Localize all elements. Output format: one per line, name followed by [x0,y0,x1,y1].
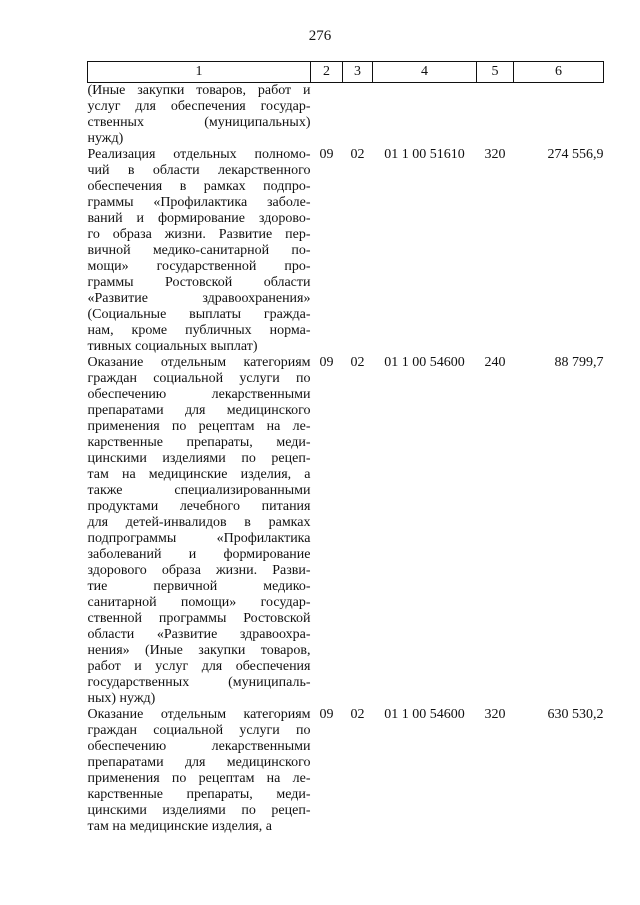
description-line: (Социальные выплаты гражда- [87,307,311,322]
description-line: обеспечению лекарственными [87,739,311,754]
description-line: цинскими изделиями по рецеп- [87,451,311,466]
header-col-4: 4 [373,62,477,83]
description-line: граммы «Профилактика заболе- [87,195,311,210]
description-line: карственные препараты, меди- [87,787,311,802]
row-description [88,83,311,148]
row-subsection-code: 02 [350,707,365,722]
header-col-5: 5 [477,62,514,83]
description-line: тие первичной медико- [87,579,311,594]
description-line: (Иные закупки товаров, работ и [87,83,311,98]
header-col-2: 2 [311,62,343,83]
description-line: для детей-инвалидов в рамках [87,515,311,530]
table-row [88,147,604,355]
table-row [88,355,604,707]
description-line: продуктами лечебного питания [87,499,311,514]
row-target-article-code: 01 1 00 54600 [384,707,465,722]
row-amount [514,83,604,148]
description-line: применения по рецептам на ле- [87,771,311,786]
description-line: подпрограммы «Профилактика [87,531,311,546]
table-header [88,62,604,83]
row-amount: 88 799,7 [554,355,604,370]
description-line: препаратами для медицинского [87,755,311,770]
description-line: граммы Ростовской области [87,275,311,290]
description-line: государственных (муниципаль- [87,675,311,690]
row-description [88,707,311,835]
header-col-6: 6 [514,62,604,83]
row-description [88,355,311,707]
description-line: нения» (Иные закупки товаров, [87,643,311,658]
description-line: нужд) [87,131,124,146]
description-line: вичной медико-санитарной по- [87,243,311,258]
description-line: работ и услуг для обеспечения [87,659,311,674]
description-line: здорового образа жизни. Разви- [87,563,311,578]
description-line: граждан социальной услуги по [87,371,311,386]
row-section-code: 09 [319,147,334,162]
row-target-article-code: 01 1 00 54600 [384,355,465,370]
row-section-code: 09 [319,707,334,722]
row-section-code: 09 [319,355,334,370]
description-line: карственные препараты, меди- [87,435,311,450]
description-line: ственной программы Ростовской [87,611,311,626]
row-target-article-code [373,83,477,148]
description-line: препаратами для медицинского [87,403,311,418]
description-line: обеспечению лекарственными [87,387,311,402]
description-line: ственных (муниципальных) [87,115,311,130]
row-expense-type-code: 240 [484,355,506,370]
row-expense-type-code: 320 [484,707,506,722]
description-line: ваний и формирование здорово- [87,211,311,226]
row-amount: 630 530,2 [547,707,604,722]
header-row [88,62,604,83]
row-amount: 274 556,9 [547,147,604,162]
description-line: цинскими изделиями по рецеп- [87,803,311,818]
row-subsection-code: 02 [350,355,365,370]
description-line: санитарной помощи» государ- [87,595,311,610]
description-line: обеспечения в рамках подпро- [87,179,311,194]
description-line: го образа жизни. Развитие пер- [87,227,311,242]
row-subsection-code: 02 [350,147,365,162]
description-line: мощи» государственной про- [87,259,311,274]
description-line: там на медицинские изделия, а [87,819,273,834]
description-line: применения по рецептам на ле- [87,419,311,434]
header-col-3: 3 [343,62,373,83]
table-body [88,83,604,836]
header-col-1: 1 [88,62,311,83]
description-line: услуг для обеспечения государ- [87,99,311,114]
row-section-code [311,83,343,148]
row-description [88,147,311,355]
description-line: тивных социальных выплат) [87,339,258,354]
description-line: области «Развитие здравоохра- [87,627,311,642]
description-line: также специализированными [87,483,311,498]
description-line: граждан социальной услуги по [87,723,311,738]
table-row [88,83,604,148]
table-row [88,707,604,835]
row-expense-type-code [477,83,514,148]
description-line: Оказание отдельным категориям [87,355,311,370]
row-expense-type-code: 320 [484,147,506,162]
budget-table [87,61,604,835]
page-number: 276 [308,28,332,44]
description-line: «Развитие здравоохранения» [87,291,311,306]
description-line: чий в области лекарственного [87,163,311,178]
description-line: там на медицинские изделия, а [87,467,311,482]
description-line: Реализация отдельных полномо- [87,147,311,162]
row-subsection-code [343,83,373,148]
row-target-article-code: 01 1 00 51610 [384,147,465,162]
description-line: ных) нужд) [87,691,156,706]
description-line: Оказание отдельным категориям [87,707,311,722]
description-line: заболеваний и формирование [87,547,311,562]
description-line: нам, кроме публичных норма- [87,323,311,338]
